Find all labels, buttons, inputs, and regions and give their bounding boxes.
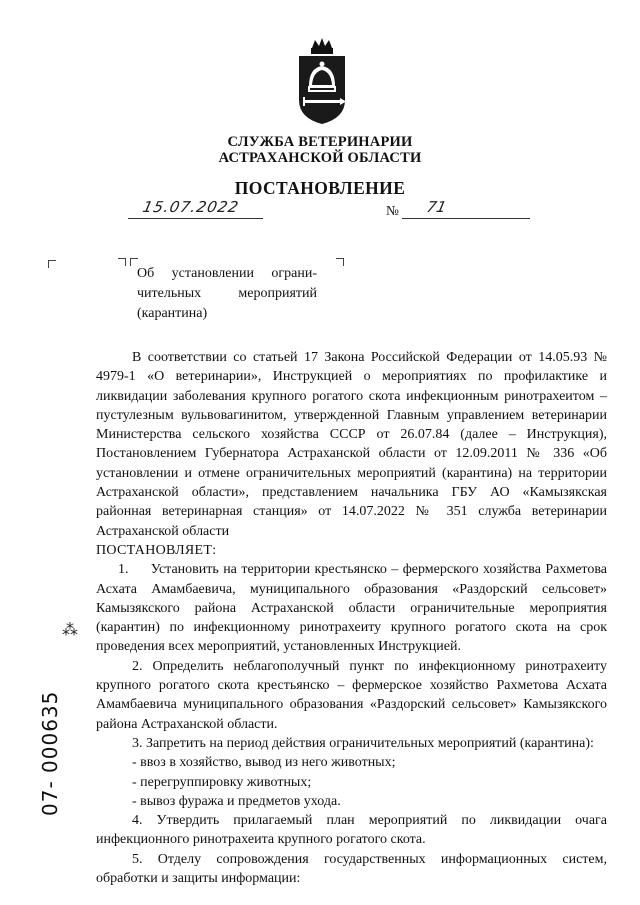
- prohibition-bullet: - ввоз в хозяйство, вывод из него животных;: [132, 755, 396, 771]
- agency-name-line-2: АСТРАХАНСКОЙ ОБЛАСТИ: [218, 150, 422, 166]
- document-type-title: ПОСТАНОВЛЕНИЕ: [234, 178, 406, 198]
- agency-name-line-1: СЛУЖБА ВЕТЕРИНАРИИ: [227, 134, 413, 150]
- document-subject: [137, 264, 317, 324]
- decree-item-1: 1. Установить на территории крестьянско – фермерского хозяйства Рахметова Асхата Амамбаевича, муниципального образования «Раздорский сельсовет» Камызякского района Астраханской области ограничительные мероприятия (карантин) по инфекционному ринотрахеиту крупного рогатого скота на срок проведения всех мероприятий, установленных Инструкцией.: [96, 562, 607, 655]
- decree-item-4: 4. Утвердить прилагаемый план мероприятий по ликвидации очага инфекционного ринотрахеита крупного рогатого скота.: [96, 813, 607, 848]
- subject-line: чительных мероприятий: [137, 286, 317, 301]
- number-underline: [402, 218, 530, 219]
- margin-corner-mark: [48, 260, 56, 268]
- margin-stamp-mark: ⁂: [62, 620, 78, 639]
- subject-line: Об установлении ограни-: [137, 266, 317, 281]
- handwritten-date: 15.07.2022: [141, 198, 241, 216]
- decree-item-5: 5. Отделу сопровождения государственных информационных систем, обработки и защиты информации:: [96, 851, 607, 887]
- decree-item-2: 2. Определить неблагополучный пункт по инфекционному ринотрахеиту крупного рогатого скота крестьянско – фермерское хозяйство Рахметова Асхата Амамбаевича муниципального образования «Раздорский сельсовет» Камызякского района Астраханской области.: [96, 658, 607, 732]
- preamble-paragraph: В соответствии со статьей 17 Закона Российской Федерации от 14.05.93 № 4979-1 «О ветеринарии», Инструкцией о мероприятиях по профилактике и ликвидации заболевания крупного рогатого скота инфекционным ринотрахеитом – пустулезным вульвовагинитом, утвержденной Главным управлением ветеринарии Министерства сельского хозяйства СССР от 26.07.84 (далее – Инструкция), Постановлением Губернатора Астраханской области от 12.09.2011 № 336 «Об установлении и отмене ограничительных мероприятий (карантина) на территории Астраханской области», представлением начальника ГБУ АО «Камызякская районная ветеринарная станция» от 14.07.2022 № 351 служба ветеринарии Астраханской области: [96, 350, 607, 539]
- date-underline: [128, 218, 263, 219]
- handwritten-number: 71: [425, 198, 449, 216]
- subject-corner-mark: [118, 258, 126, 266]
- subject-corner-mark: [336, 258, 344, 266]
- decree-heading: ПОСТАНОВЛЯЕТ:: [96, 542, 217, 558]
- document-body: [96, 348, 607, 888]
- decree-item-3: 3. Запретить на период действия ограничительных мероприятий (карантина):: [132, 735, 594, 751]
- registration-number: 07- 000635: [38, 690, 62, 816]
- subject-line: (карантина): [137, 306, 208, 321]
- prohibition-bullet: - перегруппировку животных;: [132, 774, 312, 790]
- coat-of-arms-icon: [295, 38, 349, 126]
- number-sign: №: [386, 203, 399, 218]
- prohibition-bullet: - вывоз фуража и предметов ухода.: [132, 793, 341, 809]
